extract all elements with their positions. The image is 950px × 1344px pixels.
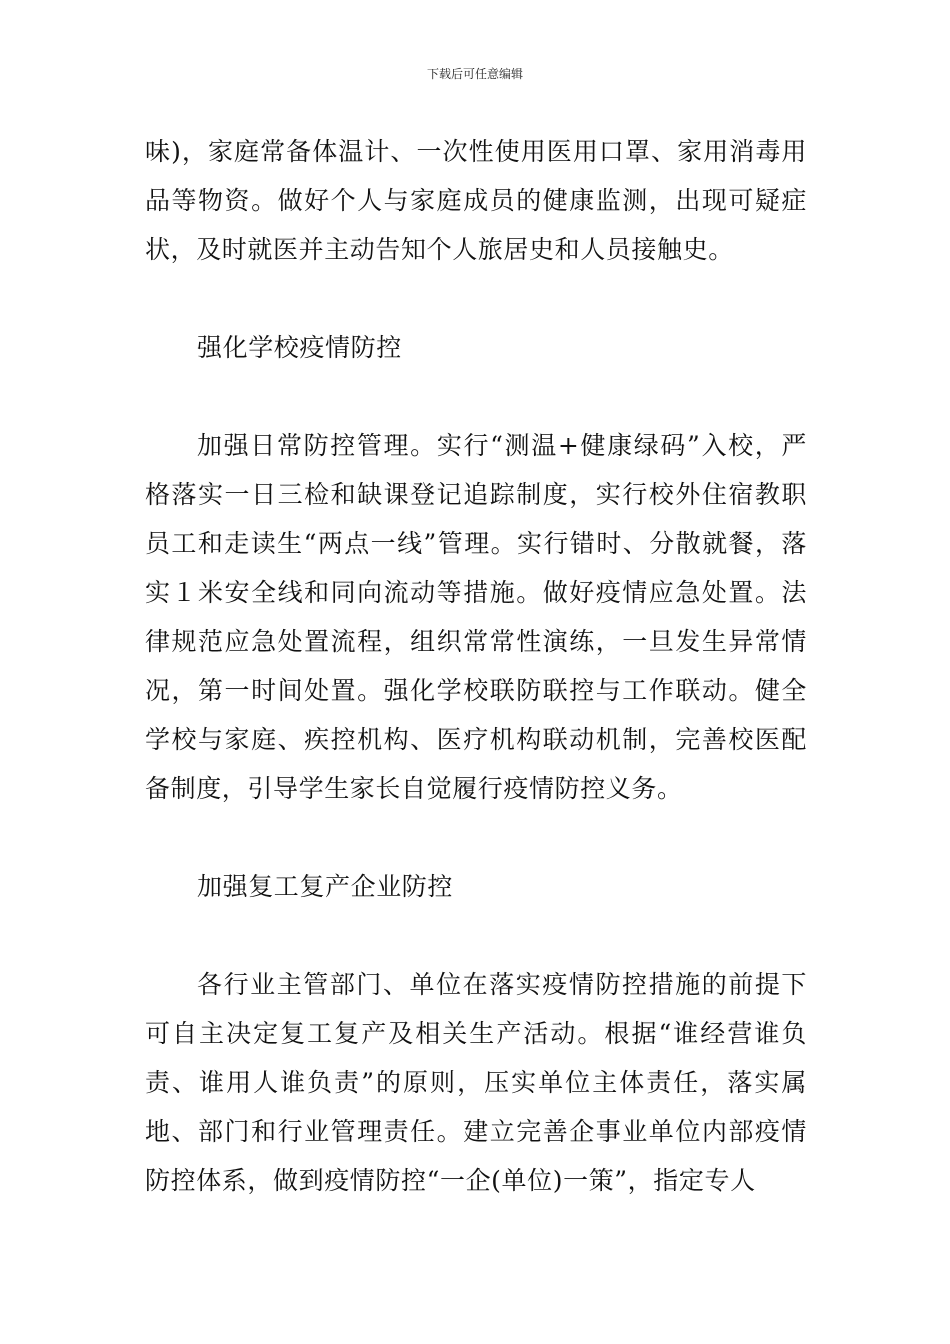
paragraph-gap: [145, 911, 807, 960]
paragraph-school-measures: 加强日常防控管理。实行“测温+健康绿码”入校，严格落实一日三检和缺课登记追踪制度，实行校外住宿教职员工和走读生“两点一线”管理。实行错时、分散就餐，落实１米安全线和同向流动等措施。做好疫情应急处置。法律规范应急处置流程，组织常常性演练，一旦发生异常情况，第一时间处置。强化学校联防联控与工作联动。健全学校与家庭、疾控机构、医疗机构联动机制，完善校医配备制度，引导学生家长自觉履行疫情防控义务。: [145, 431, 807, 803]
section-heading-school: 强化学校疫情防控: [197, 333, 402, 362]
paragraph-gap: [145, 372, 807, 421]
paragraph-continuation: 味)，家庭常备体温计、一次性使用医用口罩、家用消毒用品等物资。做好个人与家庭成员的健康监测，出现可疑症状，及时就医并主动告知个人旅居史和人员接触史。: [145, 137, 807, 264]
document-body: [145, 127, 807, 1205]
paragraph-gap: [145, 813, 807, 862]
page-header-note: 下载后可任意编辑: [426, 67, 523, 81]
paragraph-gap: [145, 274, 807, 323]
paragraph-enterprise-measures: 各行业主管部门、单位在落实疫情防控措施的前提下可自主决定复工复产及相关生产活动。根据“谁经营谁负责、谁用人谁负责”的原则，压实单位主体责任，落实属地、部门和行业管理责任。建立完善企事业单位内部疫情防控体系，做到疫情防控“一企(单位)一策”，指定专人: [145, 970, 807, 1195]
section-heading-enterprise: 加强复工复产企业防控: [197, 872, 454, 901]
